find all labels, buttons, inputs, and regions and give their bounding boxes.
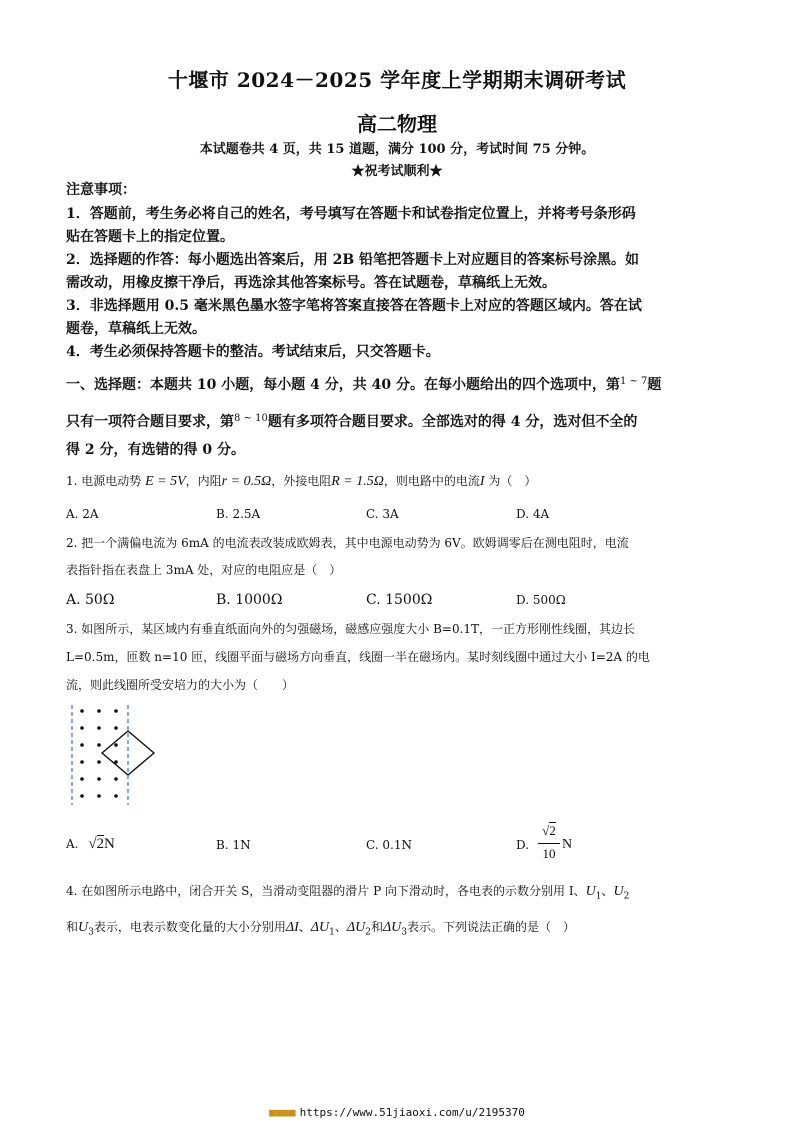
- footer-url: https://www.51jiaoxi.com/u/2195370: [299, 1106, 525, 1119]
- q3-option-a: A. √2N: [66, 836, 115, 852]
- q3-option-b: B. 1N: [216, 838, 251, 852]
- question-3-line1: 3. 如图所示，某区域内有垂直纸面向外的匀强磁场，磁感应强度大小 B=0.1T，一正方形刚性线圈，其边长: [66, 622, 636, 636]
- note-line: 题卷，草稿纸上无效。: [66, 321, 206, 337]
- section-intro-line2: 只有一项符合题目要求，第$^{8 \sim 10}$题有多项符合题目要求。全部选对的得 4 分，选对但不全的: [66, 413, 638, 430]
- q2-option-a: A. 50Ω: [66, 592, 115, 608]
- note-line: 4．考生必须保持答题卡的整洁。考试结束后，只交答题卡。: [66, 344, 440, 360]
- question-2-line2: 表指针指在表盘上 3mA 处，对应的电阻应是（ ）: [66, 563, 342, 577]
- exam-info: 本试题卷共 4 页，共 15 道题，满分 100 分，考试时间 75 分钟。: [199, 142, 595, 157]
- section-intro-line1: 一、选择题：本题共 10 小题，每小题 4 分，共 40 分。在每小题给出的四个选项中，第$^{1 \sim 7}$题: [66, 376, 662, 393]
- q1-option-a: A. 2A: [66, 507, 99, 521]
- question-3-line3: 流，则此线圈所受安培力的大小为（ ）: [66, 678, 295, 692]
- exam-wish: ★祝考试顺利★: [351, 164, 443, 179]
- note-line: 需改动，用橡皮擦干净后，再选涂其他答案标号。答在试题卷，草稿纸上无效。: [66, 275, 556, 291]
- question-3-line2: L=0.5m，匝数 n=10 匝，线圈平面与磁场方向垂直，线圈一半在磁场内。某时刻线圈中通过大小 I=2A 的电: [66, 650, 650, 664]
- q2-option-b: B. 1000Ω: [216, 592, 283, 608]
- q1-option-b: B. 2.5A: [216, 507, 261, 521]
- question-1: 1. 电源电动势 E = 5V，内阻r = 0.5Ω，外接电阻R = 1.5Ω，则电路中的电流I 为（ ）: [66, 474, 537, 489]
- footer-watermark: [0, 1106, 794, 1119]
- field-dots: [80, 709, 118, 798]
- note-line: 2．选择题的作答：每小题选出答案后，用 2B 铅笔把答题卡上对应题目的答案标号涂黑。如: [66, 252, 640, 268]
- q1-option-c: C. 3A: [366, 507, 399, 521]
- notes-heading: 注意事项：: [66, 182, 136, 198]
- question-2-line1: 2. 把一个满偏电流为 6mA 的电流表改装成欧姆表，其中电源电动势为 6V。欧姆调零后在测电阻时，电流: [66, 536, 629, 550]
- watermark-logo: ■■■■: [269, 1106, 296, 1119]
- section-intro-line3: 得 2 分，有选错的得 0 分。: [66, 442, 245, 458]
- exam-title: 十堰市 2024－2025 学年度上学期期末调研考试: [167, 68, 627, 92]
- note-line: 3．非选择题用 0.5 毫米黑色墨水签字笔将答案直接答在答题卡上对应的答题区域内。答在试: [66, 298, 642, 314]
- q2-option-d: D. 500Ω: [516, 593, 566, 607]
- magnetic-field-figure: [64, 703, 164, 807]
- note-line: 贴在答题卡上的指定位置。: [66, 229, 234, 245]
- question-4-line2: 和$U_3$表示，电表示数变化量的大小分别用ΔI、$\Delta U_1$、$\Delta U_2$和$\Delta U_3$表示。下列说法正确的是（ ）: [66, 920, 576, 938]
- subject-title: 高二物理: [357, 112, 437, 136]
- q1-option-d: D. 4A: [516, 507, 550, 521]
- q3-option-c: C. 0.1N: [366, 838, 412, 852]
- q2-option-c: C. 1500Ω: [366, 592, 433, 608]
- question-4-line1: 4. 在如图所示电路中，闭合开关 S，当滑动变阻器的滑片 P 向下滑动时，各电表的示数分别用 I、$U_1$、$U_2$: [66, 884, 630, 902]
- note-line: 1．答题前，考生务必将自己的姓名，考号填写在答题卡和试卷指定位置上，并将考号条形码: [66, 206, 636, 222]
